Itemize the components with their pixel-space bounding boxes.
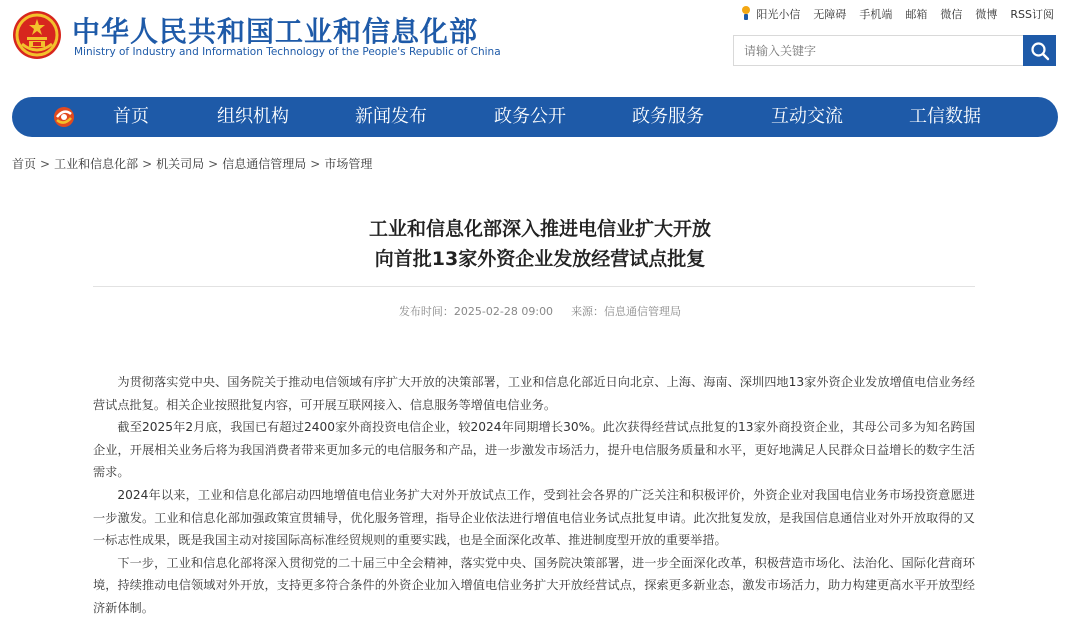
article-title-line1: 工业和信息化部深入推进电信业扩大开放	[368, 218, 711, 240]
search-button[interactable]	[1023, 35, 1056, 66]
toplink-mail[interactable]: 邮箱	[905, 8, 928, 21]
article-body	[93, 371, 975, 620]
site-title-cn[interactable]: 中华人民共和国工业和信息化部	[72, 15, 479, 48]
article-title-line2: 向首批13家外资企业发放经营试点批复	[374, 248, 706, 270]
sunshine-mascot-icon	[741, 6, 751, 20]
breadcrumb-ict-bureau[interactable]: 信息通信管理局	[222, 157, 307, 171]
article-source: 来源：信息通信管理局	[571, 305, 682, 318]
nav-item-data[interactable]: 工信数据	[909, 106, 981, 127]
nav-item-interaction[interactable]: 互动交流	[771, 106, 843, 127]
site-header	[0, 0, 1080, 92]
miit-logo-icon[interactable]	[52, 106, 76, 128]
toplink-accessibility[interactable]: 无障碍	[813, 8, 847, 21]
breadcrumb-separator: >	[310, 157, 321, 171]
search-icon	[1030, 41, 1050, 61]
article-meta	[0, 303, 1080, 319]
nav-item-home[interactable]: 首页	[113, 106, 149, 127]
breadcrumb-separator: >	[208, 157, 219, 171]
breadcrumb-ministry[interactable]: 工业和信息化部	[54, 157, 139, 171]
toplink-weibo[interactable]: 微博	[975, 8, 998, 21]
breadcrumb-departments[interactable]: 机关司局	[156, 157, 205, 171]
breadcrumb-separator: >	[142, 157, 153, 171]
toplink-sunshine[interactable]: 阳光小信	[741, 6, 800, 22]
site-title-en: Ministry of Industry and Information Technology of the People's Republic of China	[74, 46, 501, 58]
search-box	[733, 35, 1056, 66]
article-paragraph: 截至2025年2月底，我国已有超过2400家外商投资电信企业，较2024年同期增长30%。此次获得经营试点批复的13家外商投资企业，其母公司多为知名跨国企业，开展相关业务后将为我国消费者带来更加多元的电信服务和产品，进一步激发市场活力，提升电信服务质量和水平，更好地满足人民群众日益增长的数字生活需求。	[93, 420, 975, 480]
toplink-wechat[interactable]: 微信	[940, 8, 963, 21]
breadcrumb-market-management[interactable]: 市场管理	[324, 157, 373, 171]
article-paragraph: 为贯彻落实党中央、国务院关于推动电信领域有序扩大开放的决策部署，工业和信息化部近日向北京、上海、海南、深圳四地13家外资企业发放增值电信业务经营试点批复。相关企业按照批复内容，可开展互联网接入、信息服务等增值电信业务。	[93, 375, 975, 412]
main-nav	[12, 97, 1058, 137]
nav-item-organization[interactable]: 组织机构	[217, 106, 289, 127]
search-input[interactable]	[734, 36, 1024, 65]
publish-time: 发布时间：2025-02-28 09:00	[398, 305, 554, 318]
top-links	[741, 6, 1054, 22]
article-paragraph: 下一步，工业和信息化部将深入贯彻党的二十届三中全会精神，落实党中央、国务院决策部署，进一步全面深化改革，积极营造市场化、法治化、国际化营商环境，持续推动电信领域对外开放，支持更多符合条件的外资企业加入增值电信业务扩大开放经营试点，探索更多新业态，激发市场活力，助力构建更高水平开放型经济新体制。	[93, 555, 975, 615]
breadcrumb-home[interactable]: 首页	[12, 157, 37, 171]
article-paragraph: 2024年以来，工业和信息化部启动四地增值电信业务扩大对外开放试点工作，受到社会各界的广泛关注和积极评价，外资企业对我国电信业务市场投资意愿进一步激发。工业和信息化部加强政策宣贯辅导，优化服务管理，指导企业依法进行增值电信业务试点批复申请。此次批复发放，是我国信息通信业对外开放取得的又一标志性成果，既是我国主动对接国际高标准经贸规则的重要实践，也是全面深化改革、推进制度型开放的重要举措。	[93, 487, 975, 548]
nav-item-services[interactable]: 政务服务	[632, 106, 704, 127]
toplink-mobile[interactable]: 手机端	[859, 8, 893, 21]
breadcrumb	[12, 155, 372, 172]
nav-item-government-affairs[interactable]: 政务公开	[494, 106, 566, 127]
breadcrumb-separator: >	[40, 157, 51, 171]
toplink-rss[interactable]: RSS订阅	[1010, 8, 1054, 21]
nav-item-news[interactable]: 新闻发布	[355, 106, 427, 127]
national-emblem-icon[interactable]	[12, 10, 62, 60]
title-divider	[93, 286, 975, 287]
